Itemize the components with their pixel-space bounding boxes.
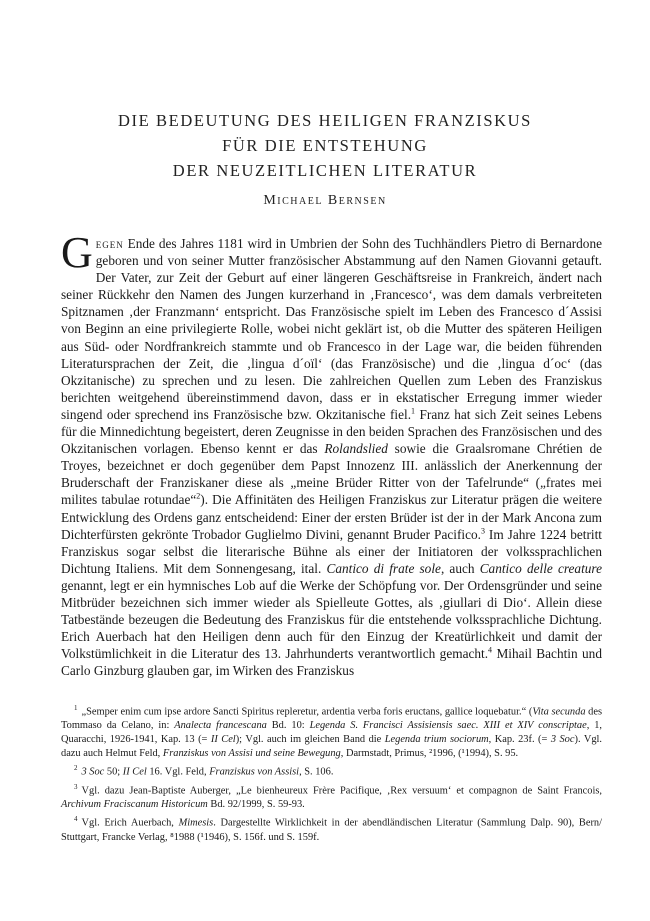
footnote-text: Vgl. dazu Jean-Baptiste Auberger, „Le bienheureux Frère Pacifique, ‚Rex versuum‘ et compagnon de Saint Francois, [81, 785, 602, 797]
footnote-text: des Tommaso da Celano, in: [61, 706, 602, 732]
footnote-text: ). Vgl. dazu auch Helmut Feld, [61, 734, 603, 760]
footnote-text: , 1, Quaracchi, 1926-1941, Kap. 13 (= [61, 720, 603, 746]
footnote-italic: Legenda S. Francisci Assisiensis saec. XIII et XIV conscriptae [309, 720, 587, 732]
footnote-italic: 3 Soc [550, 734, 575, 746]
footnote-ref-1[interactable]: 1 [411, 406, 416, 416]
footnotes [61, 701, 602, 845]
italic-title-cantico: Cantico di frate sole [326, 560, 441, 576]
footnote-italic: Franziskus von Assisi und seine Bewegung [162, 748, 341, 760]
body-segment: , auch [440, 560, 480, 576]
body-segment: genannt, legt er ein hymnisches Lob auf die Werke der Schöpfung vor. Der Ordensgründer und seine Mitbrüder bezeichnen sich immer wieder als Spielleute Gottes, als ‚giullari di Dio‘. Allein diese Tatbestände bezeugen die Bedeutung des Franziskus für die entstehende volkssprachliche Dichtung. Erich Auerbach hat den Heiligen denn auch für den Einzug der Kreatürlichkeit und damit der Volkstümlichkeit in die Literatur des 13. Jahrhunderts verantwortlich gemacht. [61, 577, 602, 662]
body-segment: sowie die Graalsromane Chrétien de Troyes, bezeichnet er doch gegenüber dem Papst Innozenz III. anlässlich der Anerkennung der Bruderschaft der Franziskaner diese als „meine Brüder Ritter von der Tafelrunde“ („frates mei milites tabulae rotundae“ [61, 441, 602, 508]
body-text [61, 228, 603, 679]
italic-title-cantico-creature: Cantico delle creature [479, 560, 603, 576]
footnote-text: , S. 106. [299, 766, 334, 778]
footnote-4 [61, 812, 602, 844]
footnote-1 [61, 701, 602, 761]
footnote-ref-4[interactable]: 4 [488, 645, 493, 655]
article-title-line-2: FÜR DIE ENTSTEHUNG [222, 136, 428, 155]
footnote-text: Bd. 92/1999, S. 59-93. [207, 799, 305, 811]
footnote-number: 2 [74, 764, 78, 773]
footnote-text: 16. Vgl. Feld, [146, 766, 210, 778]
footnote-2 [61, 761, 602, 779]
footnote-text: Vgl. Erich Auerbach, [81, 817, 179, 829]
footnote-3 [61, 780, 602, 812]
footnote-italic: Mimesis [178, 817, 214, 829]
footnote-number: 1 [74, 704, 78, 712]
footnote-italic: Vita secunda [532, 706, 586, 718]
footnote-text: ); Vgl. auch im gleichen Band die [235, 734, 385, 746]
footnote-text: Bd. 10: [266, 720, 310, 732]
footnote-italic: Franziskus von Assisi [209, 766, 300, 778]
footnote-text: . Dargestellte Wirklichkeit in der abendländischen Literatur (Sammlung Dalp. 90), Bern/ Stuttgart, Francke Verlag, ⁸1988 (¹1946), S. 156f. und S. 159f. [61, 817, 603, 843]
footnote-ref-3[interactable]: 3 [480, 526, 485, 536]
body-segment: Ende des Jahres 1181 wird in Umbrien der Sohn des Tuchhändlers Pietro di Bernardone geboren und von seiner Mutter französischer Abstammung auf den Namen Giovanni getauft. Der Vater, zur Zeit der Geburt auf einer längeren Geschäftsreise in Frankreich, ändert nach seiner Rückkehr den Namen des Jungen kurzerhand in ‚Francesco‘, was dem damals verbreiteten Spitznamen ‚der Franzmann‘ entspricht. Das Französische spielt im Leben des Francesco d´Assisi von Beginn an eine privilegierte Rolle, wobei nicht geklärt ist, ob die Mutter des späteren Heiligen aus Süd- oder Nordfrankreich stammte und ob Francesco in der Lage war, die beiden führenden Literatursprachen der Zeit, die ‚lingua d´oïl‘ (das Französische) und die ‚lingua d´oc‘ (das Okzitanische) zu sprechen und zu lesen. Die zahlreichen Quellen zum Leben des Franziskus berichten weitgehend übereinstimmend davon, dass er in ekstatischer Erregung immer wieder singend oder sprechend ins Französische bzw. Okzitanische fiel. [61, 236, 602, 422]
footnote-italic: II Cel [122, 766, 147, 778]
drop-cap: G [61, 228, 93, 277]
article-title-line-1: DIE BEDEUTUNG DES HEILIGEN FRANZISKUS [118, 111, 532, 130]
footnote-number: 3 [74, 782, 78, 791]
body-segment: ). Die Affinitäten des Heiligen Franziskus zur Literatur prägen die weitere Entwicklung des Ordens ganz entscheidend: Einer der ersten Brüder ist der in der Mark Ancona zum Dichterfürsten gekrönte Trobador Guglielmo Divini, genannt Bruder Pacifico. [61, 492, 602, 542]
italic-title-rolandslied: Rolandslied [324, 441, 388, 457]
footnote-text: , Darmstadt, Primus, ²1996, (¹1994), S. 95. [340, 748, 519, 760]
author-name: Michael Bernsen [263, 193, 387, 208]
footnote-ref-2[interactable]: 2 [196, 491, 201, 501]
body-segment: Franz hat sich Zeit seines Lebens für die Minnedichtung begeistert, deren Zeugnisse in den beiden Sprachen des Französischen und des Okzitanischen vorlagen. Ebenso kennt er das [61, 406, 602, 457]
footnote-italic: II Cel [210, 734, 236, 746]
footnote-italic: Archivum Fraciscanum Historicum [61, 799, 208, 811]
footnote-italic: Legenda trium sociorum [384, 734, 489, 746]
small-caps-opening: egen [95, 236, 124, 251]
article-title-line-3: DER NEUZEITLICHEN LITERATUR [172, 161, 478, 180]
footnote-number: 4 [74, 815, 78, 824]
footnote-text: 50; [104, 766, 123, 778]
footnote-italic: 3 Soc [81, 766, 105, 778]
footnote-italic: Analecta francescana [174, 720, 267, 732]
body-segment: Mihail Bachtin und Carlo Ginzburg glauben gar, im Wirken des Franziskus [61, 646, 602, 679]
footnote-text: , Kap. 23f. (= [488, 734, 551, 746]
body-segment: Im Jahre 1224 betritt Franziskus sogar selbst die literarische Bühne als einer der Initiatoren der volkssprachlichen Dichtung Italiens. Mit dem Sonnengesang, ital. [61, 526, 602, 576]
footnote-text: „Semper enim cum ipse ardore Sancti Spiritus repleretur, ardentia verba foris eructans, gallice loquebatur.“ ( [81, 706, 533, 718]
